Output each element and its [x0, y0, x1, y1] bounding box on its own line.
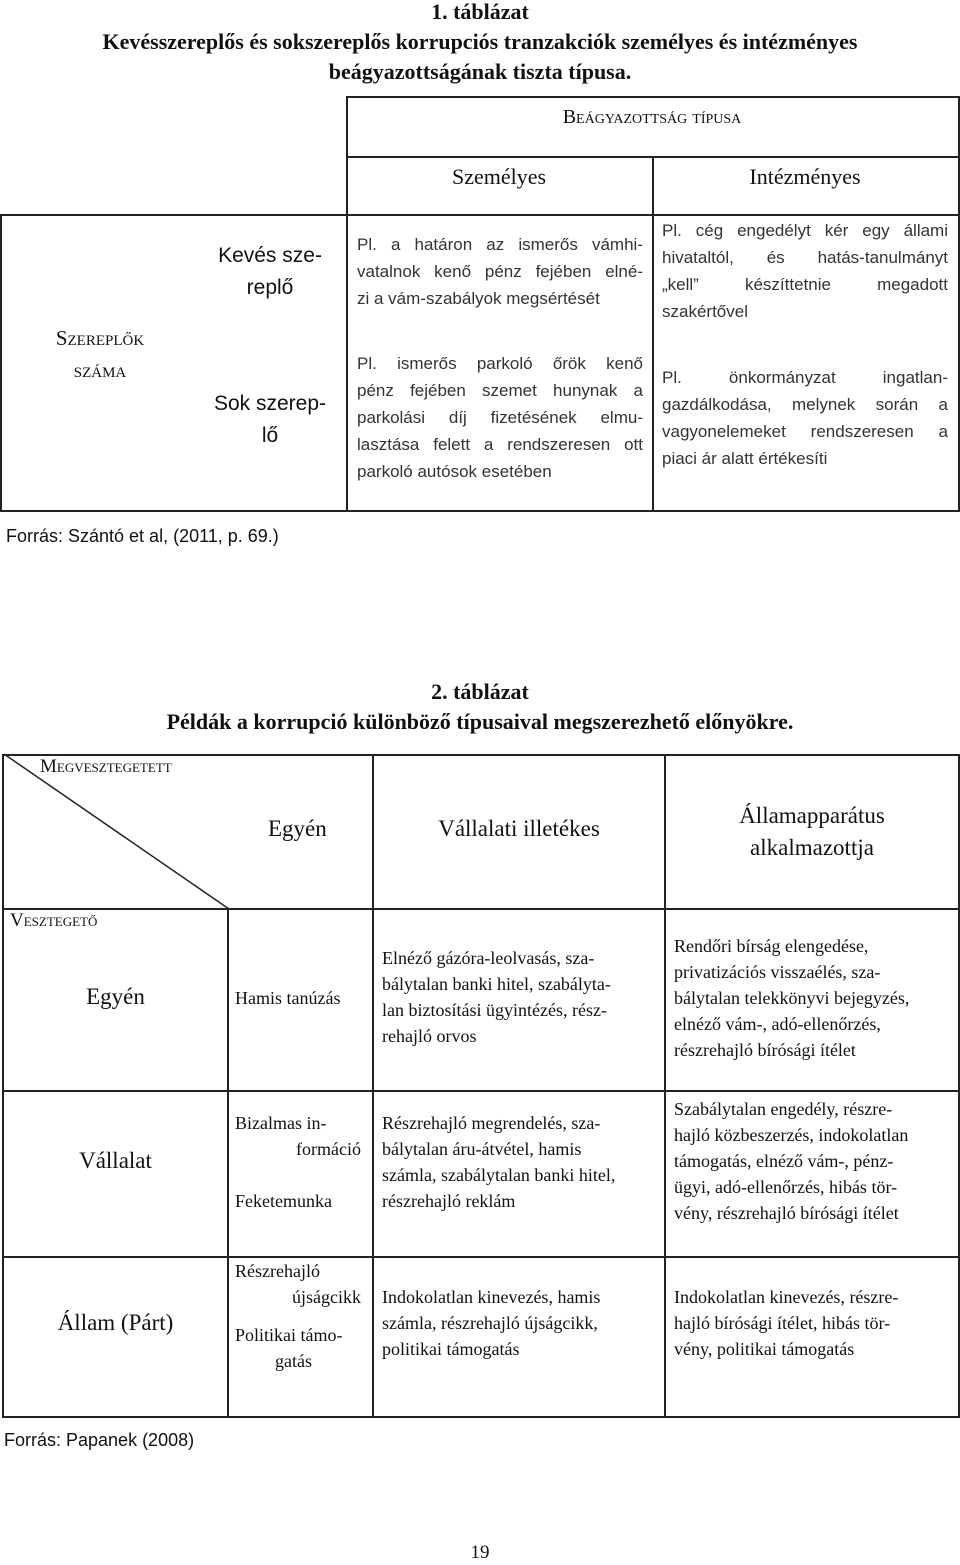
table1-row-group-header: Szereplők száma	[55, 326, 145, 382]
table1-number: 1. táblázat	[431, 0, 529, 24]
table1-col-institutional: Intézményes	[749, 164, 861, 189]
table1-cell-few-institutional: Pl. cég engedélyt kér egy állami hivataltól, és hatás-tanulmányt „kell” készíttetnie megadott szakértővel	[662, 221, 948, 321]
table1-title-line2: beágyazottságának tiszta típusa.	[328, 59, 632, 84]
table2-title: Példák a korrupció különböző típusaival megszerezhető előnyökre.	[166, 709, 794, 734]
table2-r3c1: Részrehajló újságcikk Politikai támo- gatás	[235, 1261, 361, 1371]
table2-corner-bottom: Vesztegető	[10, 910, 98, 931]
table2-r2c2: Részrehajló megrendelés, sza- bálytalan áru-átvétel, hamis számla, szabálytalan banki hitel, részrehajló reklám	[382, 1113, 616, 1211]
table2-r3c2: Indokolatlan kinevezés, hamis számla, részrehajló újságcikk, politikai támogatás	[382, 1287, 601, 1359]
table1-cell-many-personal: Pl. ismerős parkoló őrök kenő pénz fejében szemet hunynak a parkolási díj fizetésének elmu- lasztása felett a rendszeresen ott parkoló autósok esetében	[357, 354, 643, 481]
table2-row-company: Vállalat	[79, 1148, 152, 1173]
table1-col-group-header: Beágyazottság típusa	[562, 106, 742, 128]
table2-col-company: Vállalati illetékes	[438, 816, 600, 841]
table1-row-few: Kevés sze- replő	[218, 244, 322, 299]
page-number: 19	[470, 1542, 490, 1563]
table2-number: 2. táblázat	[431, 679, 529, 704]
table2-r2c1: Bizalmas in- formáció Feketemunka	[235, 1113, 361, 1211]
table1-row-many: Sok szerep- lő	[213, 392, 327, 447]
table1-col-personal: Személyes	[451, 164, 547, 189]
table1-cell-many-institutional: Pl. önkormányzat ingatlan- gazdálkodása, melynek során a vagyonelemeket rendszeresen a piaci ár alatt értékesíti	[662, 368, 948, 468]
table1-title-line1: Kevésszereplős és sokszereplős korrupciós tranzakciók személyes és intézményes	[102, 29, 858, 54]
table2-r1c2: Elnéző gázóra-leolvasás, sza- bálytalan banki hitel, szabályta- lan biztosítási ügyintézés, rész- rehajló orvos	[382, 948, 611, 1046]
table2-row-individual: Egyén	[86, 984, 145, 1009]
table2-col-individual: Egyén	[268, 816, 327, 841]
table2-r1c3: Rendőri bírság elengedése, privatizációs visszaélés, sza- bálytalan telekkönyvi bejegyzés, elnéző vám-, adó-ellenőrzés, részrehajló bírósági ítélet	[674, 936, 910, 1060]
table2-col-state: Államapparátus alkalmazottja	[739, 803, 885, 860]
table2-corner-top: Megvesztegetett	[40, 756, 172, 777]
table2-r2c3: Szabálytalan engedély, részre- hajló közbeszerzés, indokolatlan támogatás, elnéző vám-, pénz- ügyi, adó-ellenőrzés, hibás tör- vény, részrehajló bírósági ítélet	[674, 1099, 909, 1223]
table2-r1c1: Hamis tanúzás	[235, 988, 341, 1008]
table1-cell-few-personal: Pl. a határon az ismerős vámhi- vatalnok kenő pénz fejében elné- zi a vám-szabályok megsértését	[357, 235, 643, 308]
table2-row-state: Állam (Párt)	[57, 1310, 174, 1335]
table1-source: Forrás: Szántó et al, (2011, p. 69.)	[6, 526, 279, 546]
table2-r3c3: Indokolatlan kinevezés, részre- hajló bírósági ítélet, hibás tör- vény, politikai támogatás	[674, 1287, 899, 1359]
table2-source: Forrás: Papanek (2008)	[4, 1430, 195, 1450]
